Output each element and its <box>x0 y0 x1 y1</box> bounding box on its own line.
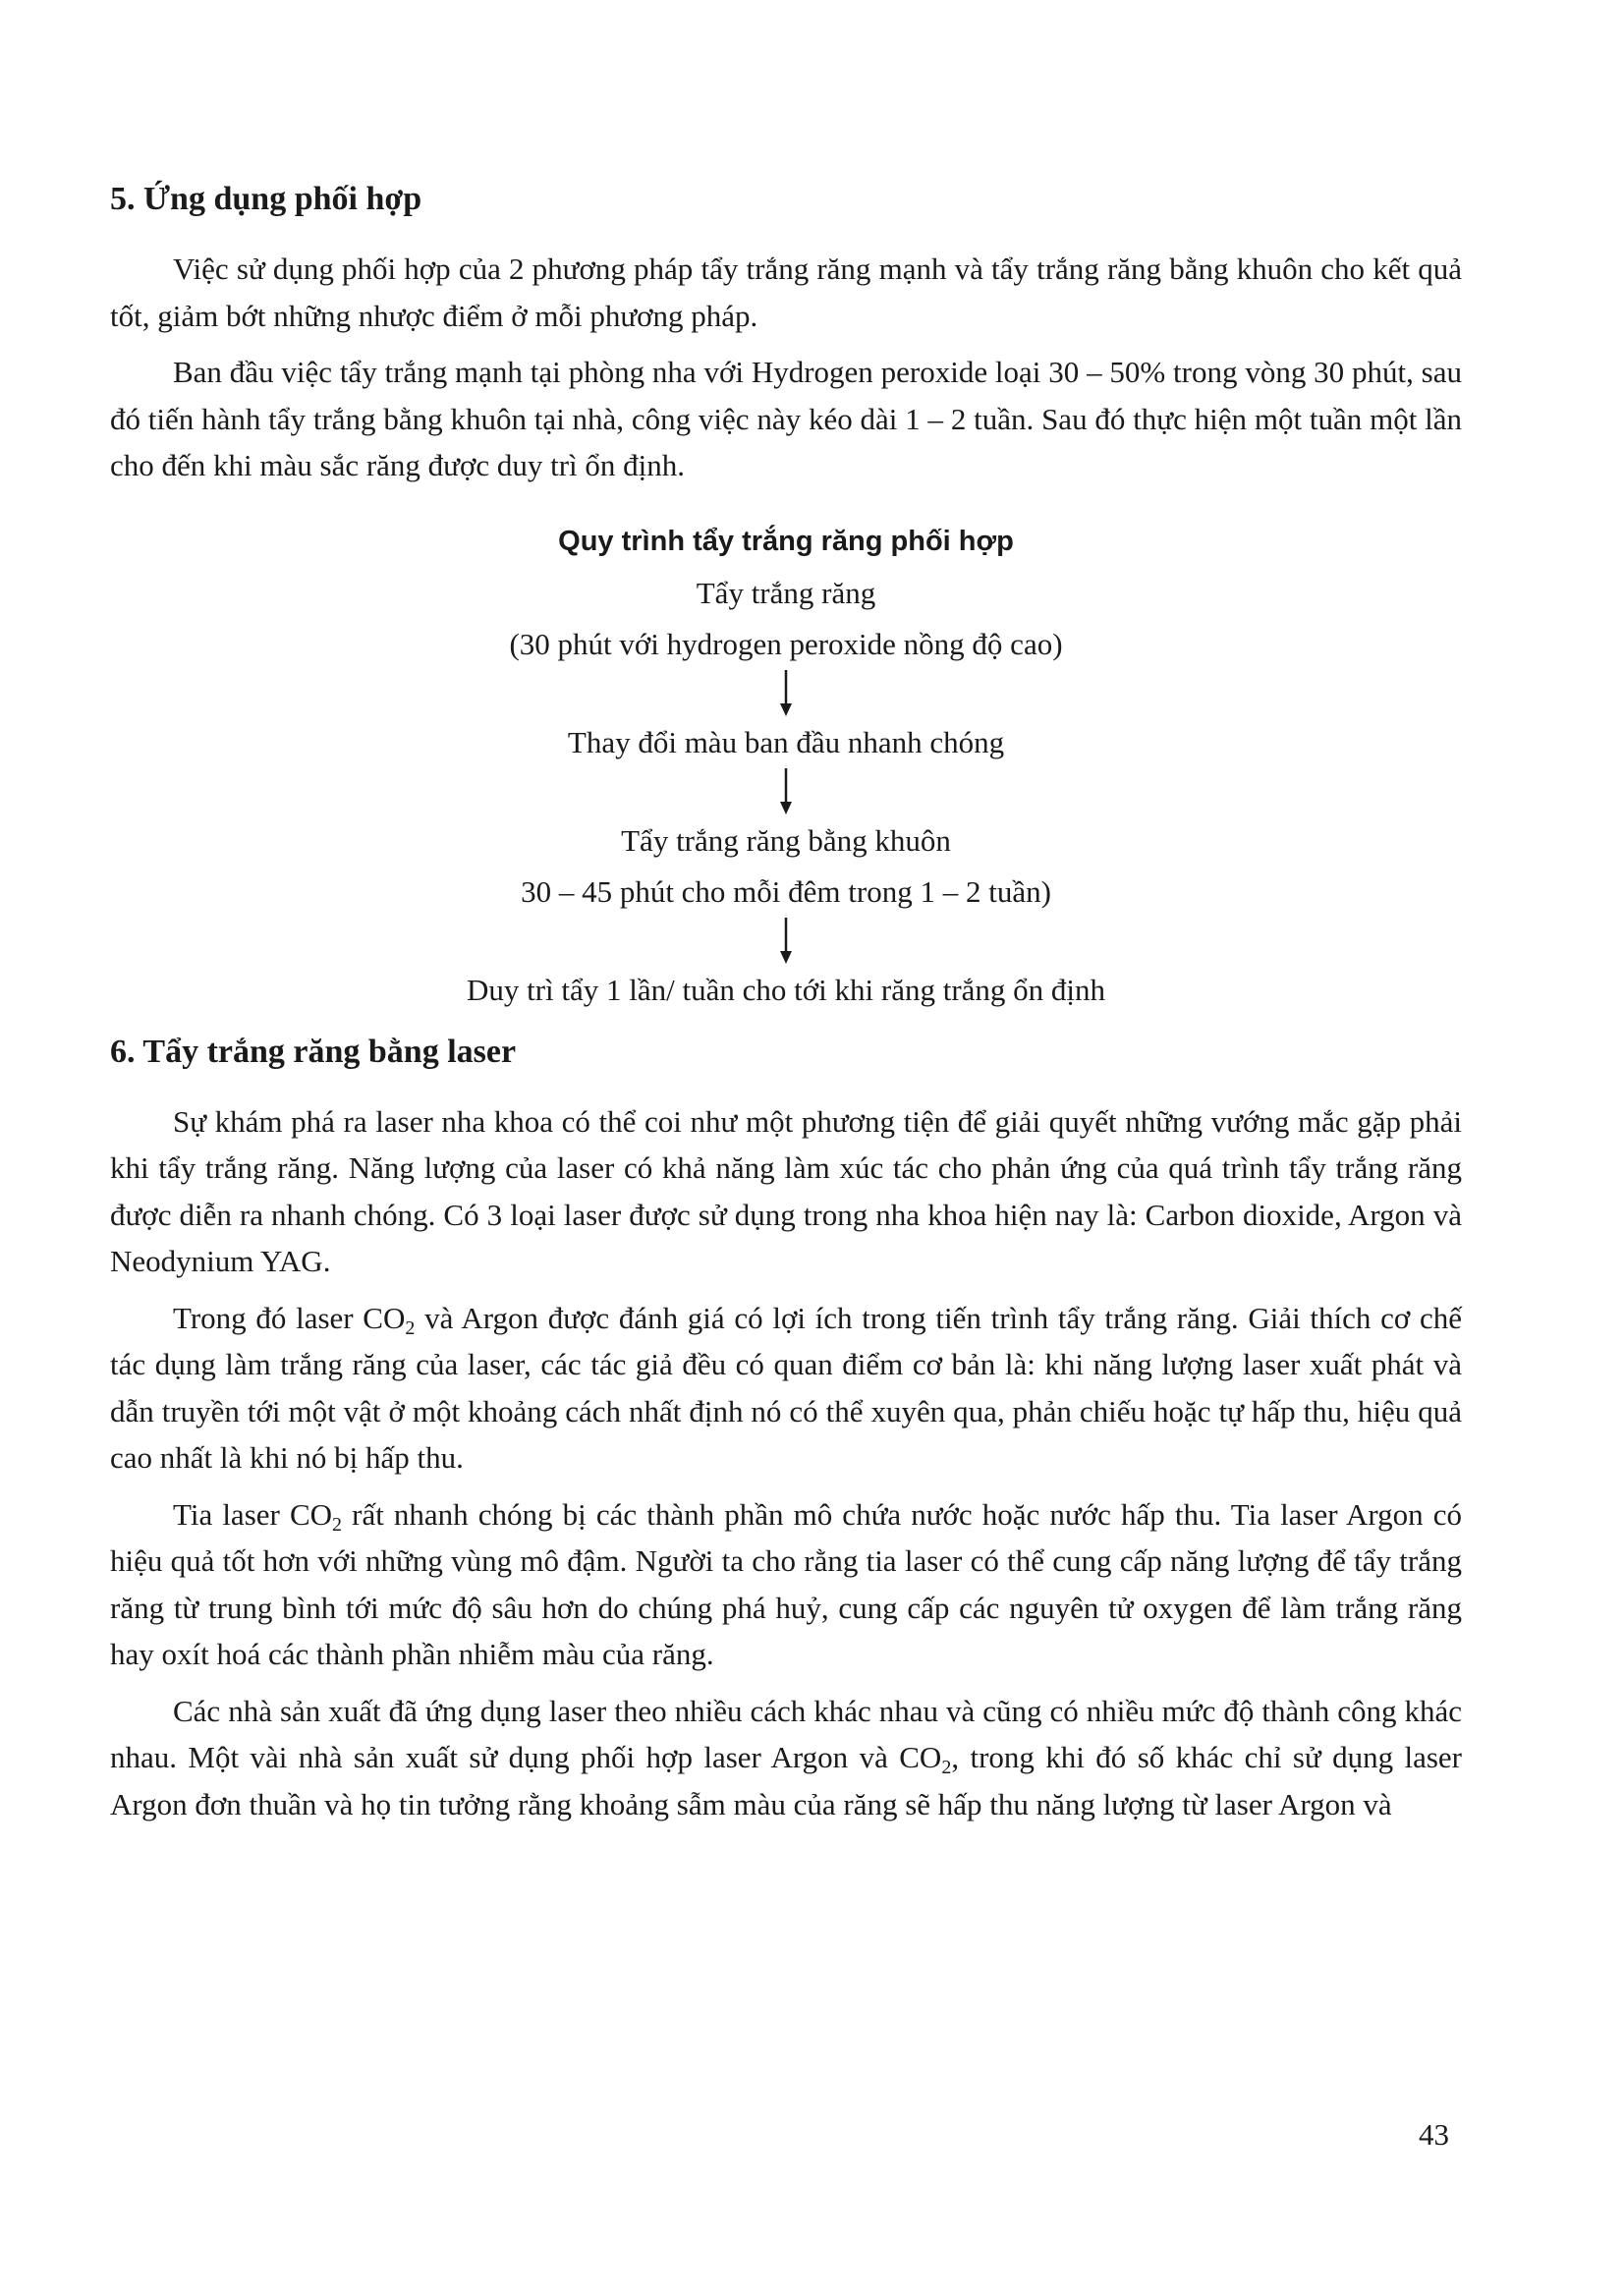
paragraph-text: Các nhà sản xuất đã ứng dụng laser theo nhiều cách khác nhau và cũng có nhiều mức độ thành công khác nhau. Một vài nhà sản xuất sử dụng phối hợp laser Argon và CO <box>110 1693 1462 1774</box>
section-6-paragraph-3 <box>110 1491 1462 1678</box>
section-6-paragraph-1: Sự khám phá ra laser nha khoa có thể coi như một phương tiện để giải quyết những vướng mắc gặp phải khi tẩy trắng răng. Năng lượng của laser có khả năng làm xúc tác cho phản ứng của quá trình tẩy trắng răng được diễn ra nhanh chóng. Có 3 loại laser được sử dụng trong nha khoa hiện nay là: Carbon dioxide, Argon và Neodynium YAG. <box>110 1103 1462 1278</box>
flow-step-3-line-2: 30 – 45 phút cho mỗi đêm trong 1 – 2 tuần) <box>521 873 1051 909</box>
subscript: 2 <box>405 1316 416 1339</box>
section-5-paragraph-2: Ban đầu việc tẩy trắng mạnh tại phòng nha với Hydrogen peroxide loại 30 – 50% trong vòng 30 phút, sau đó tiến hành tẩy trắng bằng khuôn tại nhà, công việc này kéo dài 1 – 2 tuần. Sau đó thực hiện một tuần một lần cho đến khi màu sắc răng được duy trì ổn định. <box>110 355 1462 482</box>
section-6-paragraph-2 <box>110 1295 1462 1482</box>
section-5-title: 5. Ứng dụng phối hợp <box>110 181 422 217</box>
paragraph-text: , trong khi đó số khác chỉ sử dụng laser Argon đơn thuần và họ tin tưởng rằng khoảng sẫm màu của răng sẽ hấp thu năng lượng từ laser Argon và <box>110 1740 1463 1821</box>
page-number: 43 <box>1419 2117 1449 2152</box>
page-content <box>110 175 1462 1837</box>
paragraph-text: rất nhanh chóng bị các thành phần mô chứa nước hoặc nước hấp thu. Tia laser Argon có hiệu quả tốt hơn với những vùng mô đậm. Người ta cho rằng tia laser có thể cung cấp năng lượng để tẩy trắng răng từ trung bình tới mức độ sâu hơn do chúng phá huỷ, cung cấp các nguyên tử oxygen để làm trắng răng hay oxít hoá các thành phần nhiễm màu của răng. <box>110 1496 1462 1671</box>
down-arrow-icon <box>776 670 796 717</box>
down-arrow-icon <box>776 918 796 965</box>
subscript: 2 <box>332 1513 343 1536</box>
section-6-paragraph-4 <box>110 1688 1462 1828</box>
flow-step-2-line-1: Thay đổi màu ban đầu nhanh chóng <box>567 724 1005 759</box>
subscript: 2 <box>941 1757 952 1778</box>
flow-step-1-line-2: (30 phút với hydrogen peroxide nồng độ cao) <box>509 626 1063 661</box>
paragraph-text: Trong đó laser CO <box>173 1300 406 1335</box>
flow-step-3-line-1: Tẩy trắng răng bằng khuôn <box>621 822 951 858</box>
paragraph-text: và Argon được đánh giá có lợi ích trong tiến trình tẩy trắng răng. Giải thích cơ chế tác dụng làm trắng răng của laser, các tác giả đều có quan điểm cơ bản là: khi năng lượng laser xuất phát và dẫn truyền tới một vật ở một khoảng cách nhất định nó có thể xuyên qua, phản chiếu hoặc tự hấp thu, hiệu quả cao nhất là khi nó bị hấp thu. <box>110 1300 1462 1475</box>
section-6-title: 6. Tẩy trắng răng bằng laser <box>110 1033 517 1070</box>
paragraph-text: Tia laser CO <box>173 1496 333 1532</box>
down-arrow-icon <box>776 768 796 815</box>
flow-step-1-line-1: Tẩy trắng răng <box>696 575 876 610</box>
flowchart-title: Quy trình tẩy trắng răng phối hợp <box>558 525 1014 557</box>
flow-step-4-line-1: Duy trì tẩy 1 lần/ tuần cho tới khi răng trắng ổn định <box>466 972 1106 1007</box>
section-5-paragraph-1: Việc sử dụng phối hợp của 2 phương pháp tẩy trắng răng mạnh và tẩy trắng răng bằng khuôn cho kết quả tốt, giảm bớt những nhược điểm ở mỗi phương pháp. <box>110 252 1462 333</box>
process-flowchart <box>110 519 1462 1016</box>
